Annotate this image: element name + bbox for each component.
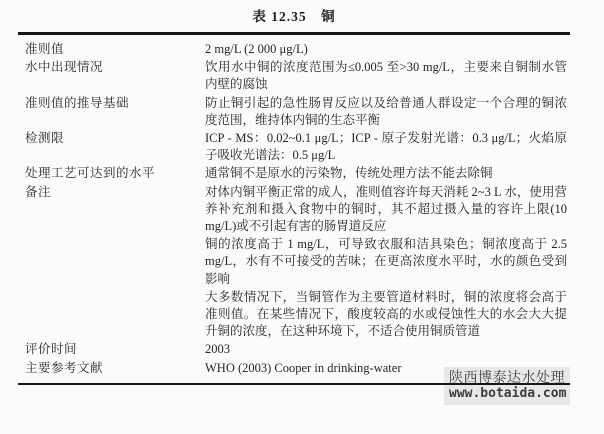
watermark-url: www.botaida.com bbox=[449, 386, 567, 401]
row-label: 检测限 bbox=[25, 131, 65, 146]
row-value: 通常铜不是原水的污染物，传统处理方法不能去除铜 bbox=[205, 166, 493, 181]
row-value: ICP - MS：0.02~0.1 μg/L；ICP - 原子发射光谱：0.3 μg/L；火焰原子吸收光谱法：0.5 μg/L bbox=[205, 131, 567, 163]
row-evaluation-date bbox=[18, 341, 570, 358]
guideline-table bbox=[18, 0, 570, 385]
row-label: 准则值 bbox=[25, 42, 65, 56]
row-label: 评价时间 bbox=[25, 342, 78, 357]
row-derivation-basis bbox=[18, 95, 570, 129]
row-value bbox=[205, 184, 570, 341]
row-detection-limit bbox=[18, 130, 570, 164]
table-body bbox=[18, 32, 570, 385]
row-label: 备注 bbox=[25, 184, 52, 199]
watermark-company-name: 陕西博泰达水处理 bbox=[449, 369, 565, 385]
row-treatment-achievable-level bbox=[18, 165, 570, 182]
row-value: 2003 bbox=[205, 342, 230, 357]
row-label: 准则值的推导基础 bbox=[25, 95, 130, 110]
row-occurrence bbox=[18, 59, 570, 93]
row-guideline-value bbox=[18, 41, 570, 58]
table-title: 表 12.35 铜 bbox=[252, 9, 336, 24]
row-main-references bbox=[18, 360, 570, 377]
remarks-paragraph: 大多数情况下，当铜管作为主要管道材料时，铜的浓度将会高于准则值。在某些情况下，酸度较高的水或侵蚀性大的水会大大提升铜的浓度，在这种环境下，不适合使用铜质管道 bbox=[205, 289, 567, 339]
row-label: 主要参考文献 bbox=[25, 360, 104, 375]
remarks-paragraph: 铜的浓度高于 1 mg/L，可导致衣服和洁具染色；铜浓度高于 2.5 mg/L，水有不可接受的苦味；在更高浓度水平时，水的颜色受到影响 bbox=[205, 237, 567, 286]
row-value: 饮用水中铜的浓度范围为≤0.005 至>30 mg/L，主要来自铜制水管内壁的腐蚀 bbox=[205, 60, 567, 92]
row-value: WHO (2003) Cooper in drinking-water bbox=[205, 360, 402, 375]
remarks-paragraph: 对体内铜平衡正常的成人，准则值容许每天消耗 2~3 L 水，使用营养补充剂和摄入食物中的铜时，其不超过摄入量的容许上限(10 mg/L)或不引起有害的肠胃道反应 bbox=[205, 184, 567, 234]
row-value: 2 mg/L (2 000 μg/L) bbox=[205, 42, 308, 56]
row-value: 防止铜引起的急性肠胃反应以及给普通人群设定一个合理的铜浓度范围，维持体内铜的生态平衡 bbox=[205, 95, 567, 127]
row-label: 水中出现情况 bbox=[25, 60, 104, 75]
row-remarks bbox=[18, 184, 570, 341]
row-label: 处理工艺可达到的水平 bbox=[25, 166, 156, 181]
